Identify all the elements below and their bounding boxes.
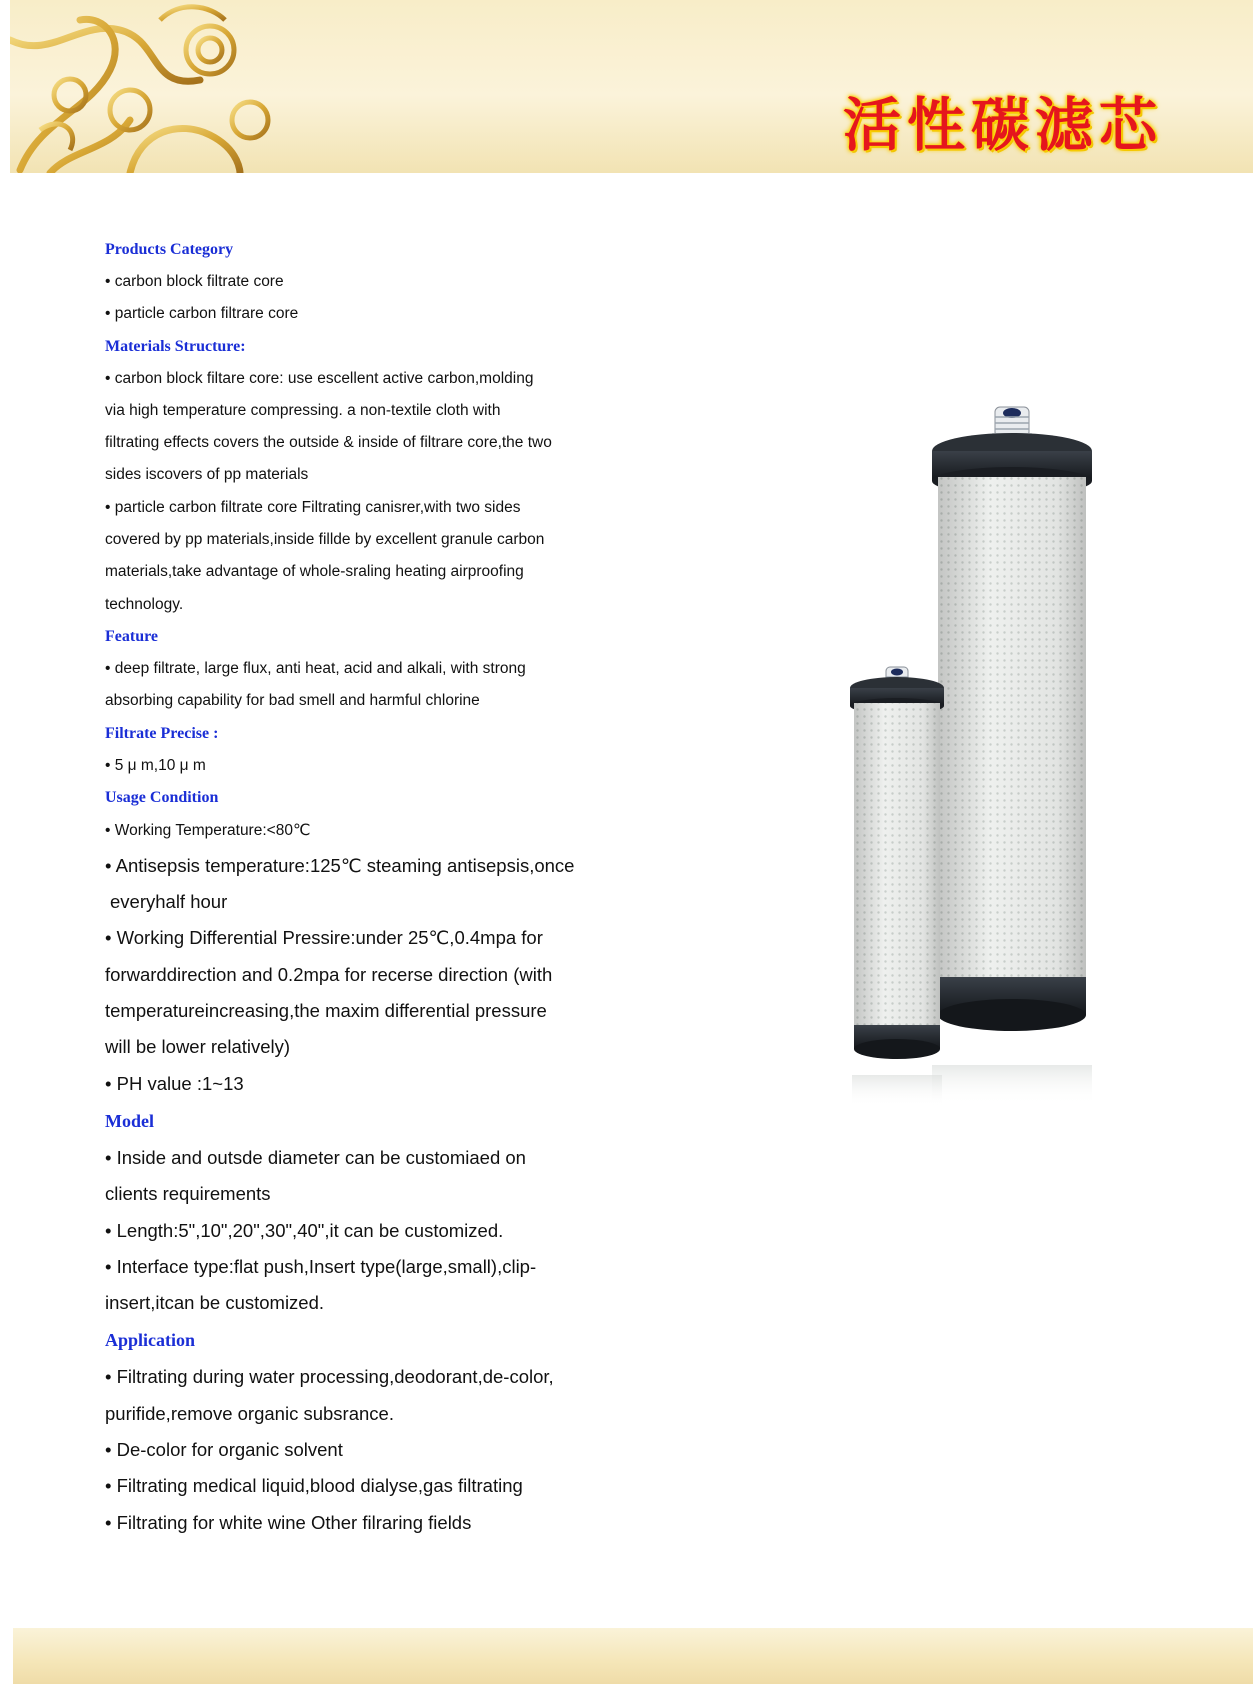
text-line: • Length:5",10",20",30",40",it can be customized. xyxy=(105,1213,625,1249)
footer-band xyxy=(13,1628,1253,1684)
text-line: covered by pp materials,inside fillde by excellent granule carbon xyxy=(105,531,545,549)
text-line: absorbing capability for bad smell and harmful chlorine xyxy=(105,692,480,710)
text-line: filtrating effects covers the outside & inside of filtrare core,the two xyxy=(105,434,552,452)
page-title: 活性碳滤芯 xyxy=(842,91,1163,159)
model-heading: Model xyxy=(105,1110,154,1131)
text-line: via high temperature compressing. a non-textile cloth with xyxy=(105,401,501,419)
text-line: materials,take advantage of whole-sraling heating airproofing xyxy=(105,563,524,581)
filtrate-precise-heading: Filtrate Precise : xyxy=(105,724,219,742)
filter-cartridges-photo xyxy=(840,405,1170,1195)
text-line: purifide,remove organic subsrance. xyxy=(105,1402,394,1424)
text-line: technology. xyxy=(105,595,184,613)
list-item: • particle carbon filtrare core xyxy=(105,298,625,330)
small-cartridge xyxy=(850,667,944,1107)
list-item: • carbon block filtrate core xyxy=(105,266,625,298)
feature-heading: Feature xyxy=(105,627,159,645)
text-line: will be lower relatively) xyxy=(105,1036,291,1058)
text-line: sides iscovers of pp materials xyxy=(105,466,309,484)
gold-ornament-icon xyxy=(10,0,290,173)
materials-structure-heading: Materials Structure: xyxy=(105,337,246,355)
usage-condition-heading: Usage Condition xyxy=(105,788,219,806)
spec-text-column xyxy=(105,234,625,1541)
text-line: • Antisepsis temperature:125℃ steaming antisepsis,once xyxy=(105,848,625,884)
list-item: • Filtrating for white wine Other filraring fields xyxy=(105,1505,625,1541)
text-line: • Filtrating during water processing,deodorant,de-color, xyxy=(105,1359,625,1395)
list-item: • 5 μ m,10 μ m xyxy=(105,750,625,782)
large-cartridge xyxy=(932,407,1092,1105)
text-line: temperatureincreasing,the maxim differential pressure xyxy=(105,1000,547,1022)
text-line: clients requirements xyxy=(105,1183,271,1205)
text-line: • Interface type:flat push,Insert type(large,small),clip- xyxy=(105,1249,625,1285)
text-line: forwarddirection and 0.2mpa for recerse direction (with xyxy=(105,963,553,985)
application-heading: Application xyxy=(105,1330,196,1351)
text-line: • carbon block filtare core: use escellent active carbon,molding xyxy=(105,363,625,395)
text-line: • deep filtrate, large flux, anti heat, acid and alkali, with strong xyxy=(105,653,625,685)
products-category-heading: Products Category xyxy=(105,241,234,258)
text-line: • particle carbon filtrate core Filtrating canisrer,with two sides xyxy=(105,492,625,524)
list-item: • De-color for organic solvent xyxy=(105,1432,625,1468)
text-line: • Working Temperature:<80℃ xyxy=(105,814,625,848)
text-line: everyhalf hour xyxy=(110,891,228,913)
text-line: insert,itcan be customized. xyxy=(105,1292,325,1314)
text-line: • Inside and outsde diameter can be customiaed on xyxy=(105,1140,625,1176)
header-band xyxy=(10,0,1253,173)
text-line: • PH value :1~13 xyxy=(105,1066,625,1102)
list-item: • Filtrating medical liquid,blood dialyse,gas filtrating xyxy=(105,1468,625,1504)
text-line: • Working Differential Pressire:under 25℃,0.4mpa for xyxy=(105,920,625,956)
